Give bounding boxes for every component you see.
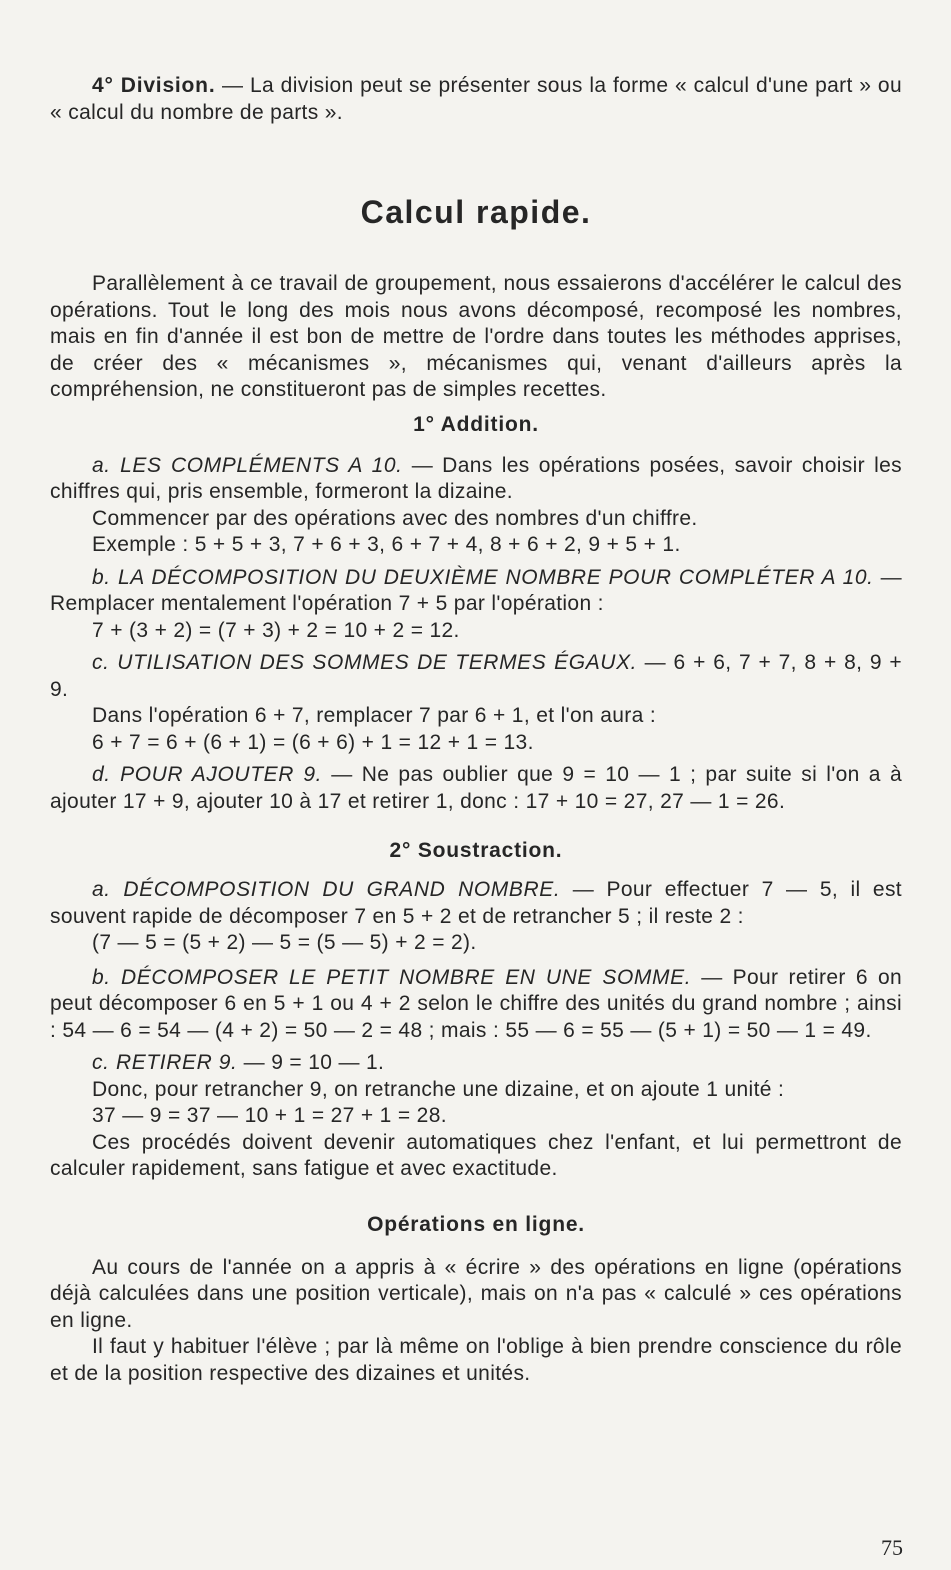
addition-a-line2: Commencer par des opérations avec des nombres d'un chiffre. <box>92 506 698 530</box>
subtraction-c-text: — 9 = 10 — 1. <box>237 1051 385 1074</box>
online-paragraph-1: Au cours de l'année on a appris à « écrire » des opérations en ligne (opérations déjà calculées dans une position verticale), mais on n'a pas « calculé » ces opérations en ligne. <box>50 1255 902 1332</box>
addition-d-paragraph <box>50 762 902 815</box>
subtraction-a-text: — Pour effectuer 7 — 5, il est souvent rapide de décomposer 7 en 5 + 2 et de retrancher 5 ; il reste 2 : <box>50 878 902 928</box>
subtraction-a-paragraph <box>50 877 902 930</box>
addition-a-paragraph <box>50 453 902 506</box>
addition-a-text: — Dans les opérations posées, savoir choisir les chiffres qui, pris ensemble, formeront la dizaine. <box>50 453 902 503</box>
subtraction-heading: 2° Soustraction. <box>389 839 563 862</box>
page-content <box>50 0 902 1387</box>
addition-c-text: — 6 + 6, 7 + 7, 8 + 8, 9 + 9. <box>50 651 902 701</box>
addition-c-paragraph <box>50 650 902 703</box>
page-number: 75 <box>881 1535 903 1560</box>
addition-d-title: d. POUR AJOUTER 9. <box>92 763 323 786</box>
page-title: Calcul rapide. <box>360 194 592 230</box>
addition-d-text: — Ne pas oublier que 9 = 10 — 1 ; par suite si l'on a à ajouter 17 + 9, ajouter 10 à 17 et retirer 1, donc : 17 + 10 = 27, 27 — 1 = 26. <box>50 763 903 813</box>
subtraction-closing: Ces procédés doivent devenir automatiques chez l'enfant, et lui permettront de calculer rapidement, sans fatigue et avec exactitude. <box>50 1130 902 1180</box>
subtraction-c-paragraph <box>50 1050 902 1077</box>
subtraction-c-line2: Donc, pour retrancher 9, on retranche une dizaine, et on ajoute 1 unité : <box>92 1077 785 1101</box>
addition-heading: 1° Addition. <box>413 412 539 436</box>
addition-a-example: Exemple : 5 + 5 + 3, 7 + 6 + 3, 6 + 7 + 4, 8 + 6 + 2, 9 + 5 + 1. <box>92 533 681 556</box>
addition-c-line2: Dans l'opération 6 + 7, remplacer 7 par 6 + 1, et l'on aura : <box>92 704 657 727</box>
addition-a-title: a. LES COMPLÉMENTS A 10. <box>92 453 403 477</box>
addition-b-title: b. LA DÉCOMPOSITION DU DEUXIÈME NOMBRE POUR COMPLÉTER A 10. <box>92 565 874 589</box>
division-text: — La division peut se présenter sous la forme « calcul d'une part » ou « calcul du nombre de parts ». <box>50 74 902 124</box>
subtraction-c-formula: 37 — 9 = 37 — 10 + 1 = 27 + 1 = 28. <box>92 1104 447 1127</box>
subtraction-a-formula: (7 — 5 = (5 + 2) — 5 = (5 — 5) + 2 = 2). <box>92 931 477 954</box>
intro-paragraph: Parallèlement à ce travail de groupement, nous essaierons d'accélérer le calcul des opérations. Tout le long des mois nous avons décomposé, recomposé les nombres, mais en fin d'année il est bon de mettre de l'ordre dans toutes les méthodes apprises, de créer des « mécanismes », mécanismes qui, venant d'ailleurs après la compréhension, ne constitueront pas de simples recettes. <box>50 272 902 401</box>
online-paragraph-2: Il faut y habituer l'élève ; par là même on l'oblige à bien prendre conscience du rôle et de la position respective des dizaines et unités. <box>50 1335 902 1385</box>
division-heading: 4° Division. <box>92 74 216 97</box>
division-paragraph <box>50 73 902 126</box>
addition-c-formula: 6 + 7 = 6 + (6 + 1) = (6 + 6) + 1 = 12 + 1 = 13. <box>92 730 534 754</box>
subtraction-b-text: — Pour retirer 6 on peut décomposer 6 en 5 + 1 ou 4 + 2 selon le chiffre des unités du grand nombre ; ainsi : 54 — 6 = 54 — (4 + 2) = 50 — 2 = 48 ; mais : 55 — 6 = 55 — (5 + 1) = 50 — 1 = 49. <box>50 965 903 1042</box>
addition-c-title: c. UTILISATION DES SOMMES DE TERMES ÉGAUX. <box>92 651 638 674</box>
subtraction-b-paragraph <box>50 965 902 1045</box>
subtraction-b-title: b. DÉCOMPOSER LE PETIT NOMBRE EN UNE SOMME. <box>92 965 692 989</box>
online-heading: Opérations en ligne. <box>367 1212 585 1236</box>
subtraction-a-title: a. DÉCOMPOSITION DU GRAND NOMBRE. <box>92 878 561 901</box>
addition-b-formula: 7 + (3 + 2) = (7 + 3) + 2 = 10 + 2 = 12. <box>92 618 460 642</box>
subtraction-c-title: c. RETIRER 9. <box>92 1051 238 1074</box>
addition-b-text: — Remplacer mentalement l'opération 7 + 5 par l'opération : <box>50 565 902 615</box>
addition-b-paragraph <box>50 565 902 618</box>
